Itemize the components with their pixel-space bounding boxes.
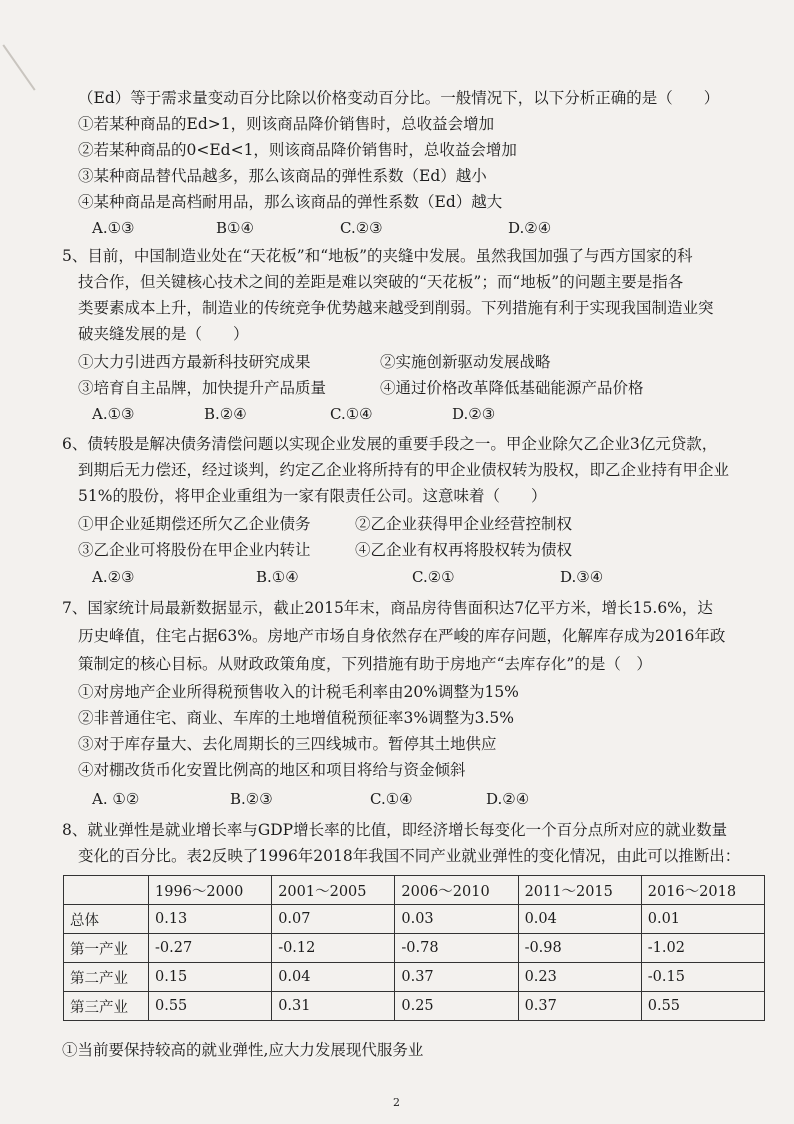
table-cell: 0.04 (518, 905, 641, 934)
table-cell: -0.78 (395, 934, 518, 963)
q7-option-c: C.①④ (370, 790, 413, 808)
q7-line-2: 历史峰值，住宅占据63%。房地产市场自身依然存在严峻的库存问题，化解库存成为2016年政 (78, 627, 726, 645)
q7-item-2: ②非普通住宅、商业、车库的土地增值税预征率3%调整为3.5% (78, 709, 514, 727)
table-header-cell: 2006～2010 (395, 876, 518, 905)
table-cell: 0.01 (641, 905, 764, 934)
q6-option-b: B.①④ (256, 568, 299, 586)
table-cell: 0.25 (395, 992, 518, 1021)
q4-item-1: ①若某种商品的Ed>1，则该商品降价销售时，总收益会增加 (78, 115, 495, 133)
q6-line-2: 到期后无力偿还，经过谈判，约定乙企业将所持有的甲企业债权转为股权，即乙企业持有甲企业 (78, 461, 730, 479)
q5-line-3: 类要素成本上升，制造业的传统竞争优势越来越受到削弱。下列措施有利于实现我国制造业突 (78, 299, 714, 317)
employment-elasticity-table (63, 875, 765, 1021)
q5-item-2: ②实施创新驱动发展战略 (380, 353, 551, 371)
q4-stem-tail: （Ed）等于需求量变动百分比除以价格变动百分比。一般情况下，以下分析正确的是（ ） (78, 89, 720, 107)
q7-line-1: 7、国家统计局最新数据显示，截止2015年末，商品房待售面积达7亿平方米，增长15.6%，达 (62, 599, 713, 617)
q5-item-3: ③培育自主品牌，加快提升产品质量 (78, 379, 327, 397)
q7-option-a: A. ①② (92, 790, 140, 808)
table-row (64, 992, 765, 1021)
table-cell: -0.98 (518, 934, 641, 963)
q5-line-1: 5、目前，中国制造业处在“天花板”和“地板”的夹缝中发展。虽然我国加强了与西方国家的科 (62, 247, 693, 265)
q4-option-b: B①④ (216, 219, 254, 237)
q6-item-1: ①甲企业延期偿还所欠乙企业债务 (78, 515, 311, 533)
q5-line-4: 破夹缝发展的是（ ） (78, 325, 249, 343)
q4-item-2: ②若某种商品的0<Ed<1，则该商品降价销售时，总收益会增加 (78, 141, 517, 159)
table-cell: 0.23 (518, 963, 641, 992)
q6-option-a: A.②③ (92, 568, 135, 586)
q5-option-a: A.①③ (92, 405, 135, 423)
q4-item-4: ④某种商品是高档耐用品，那么该商品的弹性系数（Ed）越大 (78, 193, 503, 211)
table-cell: 0.37 (395, 963, 518, 992)
q5-item-1: ①大力引进西方最新科技研究成果 (78, 353, 311, 371)
table-row-label: 第一产业 (64, 934, 149, 963)
q6-line-1: 6、债转股是解决债务清偿问题以实现企业发展的重要手段之一。甲企业除欠乙企业3亿元贷款， (62, 435, 718, 453)
table-row-label: 总体 (64, 905, 149, 934)
q6-option-d: D.③④ (560, 568, 604, 586)
q5-item-4: ④通过价格改革降低基础能源产品价格 (380, 379, 644, 397)
table-cell: -0.15 (641, 963, 764, 992)
table-header-cell: 2001～2005 (272, 876, 395, 905)
table-cell: 0.03 (395, 905, 518, 934)
q7-item-3: ③对于库存量大、去化周期长的三四线城市。暂停其土地供应 (78, 735, 497, 753)
table-cell: -1.02 (641, 934, 764, 963)
table-header-row (64, 876, 765, 905)
table-row-label: 第三产业 (64, 992, 149, 1021)
table-row (64, 934, 765, 963)
table-header-cell: 1996～2000 (149, 876, 272, 905)
table-cell: -0.27 (149, 934, 272, 963)
q7-item-4: ④对棚改货币化安置比例高的地区和项目将给与资金倾斜 (78, 761, 466, 779)
table-row-label: 第二产业 (64, 963, 149, 992)
q8-line-2: 变化的百分比。表2反映了1996年2018年我国不同产业就业弹性的变化情况，由此可以推断出： (78, 847, 741, 865)
table-header-cell: 2016～2018 (641, 876, 764, 905)
q4-item-3: ③某种商品替代品越多，那么该商品的弹性系数（Ed）越小 (78, 167, 487, 185)
q7-item-1: ①对房地产企业所得税预售收入的计税毛利率由20%调整为15% (78, 683, 519, 701)
q4-option-c: C.②③ (340, 219, 383, 237)
table-cell: 0.07 (272, 905, 395, 934)
paper-fold-mark (2, 44, 35, 90)
q8-item-1: ①当前要保持较高的就业弹性,应大力发展现代服务业 (62, 1041, 424, 1059)
q5-option-d: D.②③ (452, 405, 496, 423)
table-cell: 0.55 (641, 992, 764, 1021)
page-number: 2 (393, 1096, 400, 1109)
table-cell: 0.37 (518, 992, 641, 1021)
q5-option-b: B.②④ (204, 405, 247, 423)
q6-item-2: ②乙企业获得甲企业经营控制权 (355, 515, 573, 533)
q6-item-4: ④乙企业有权再将股权转为债权 (355, 541, 573, 559)
q6-option-c: C.②① (412, 568, 455, 586)
table-cell: 0.13 (149, 905, 272, 934)
table-row (64, 963, 765, 992)
q7-option-b: B.②③ (230, 790, 273, 808)
q5-option-c: C.①④ (330, 405, 373, 423)
table-cell: 0.55 (149, 992, 272, 1021)
table-cell: 0.31 (272, 992, 395, 1021)
q7-option-d: D.②④ (486, 790, 530, 808)
q6-item-3: ③乙企业可将股份在甲企业内转让 (78, 541, 311, 559)
q6-line-3: 51%的股份，将甲企业重组为一家有限责任公司。这意味着（ ） (78, 487, 547, 505)
table-header-cell (64, 876, 149, 905)
table-cell: -0.12 (272, 934, 395, 963)
table-cell: 0.04 (272, 963, 395, 992)
q5-line-2: 技合作，但关键核心技术之间的差距是难以突破的“天花板”；而“地板”的问题主要是指各 (78, 273, 684, 291)
q7-line-3: 策制定的核心目标。从财政政策角度，下列措施有助于房地产“去库存化”的是（ ） (78, 655, 652, 673)
q8-line-1: 8、就业弹性是就业增长率与GDP增长率的比值，即经济增长每变化一个百分点所对应的就业数量 (62, 821, 728, 839)
table-cell: 0.15 (149, 963, 272, 992)
q4-option-a: A.①③ (92, 219, 135, 237)
table-header-cell: 2011～2015 (518, 876, 641, 905)
q4-option-d: D.②④ (508, 219, 552, 237)
table-row (64, 905, 765, 934)
